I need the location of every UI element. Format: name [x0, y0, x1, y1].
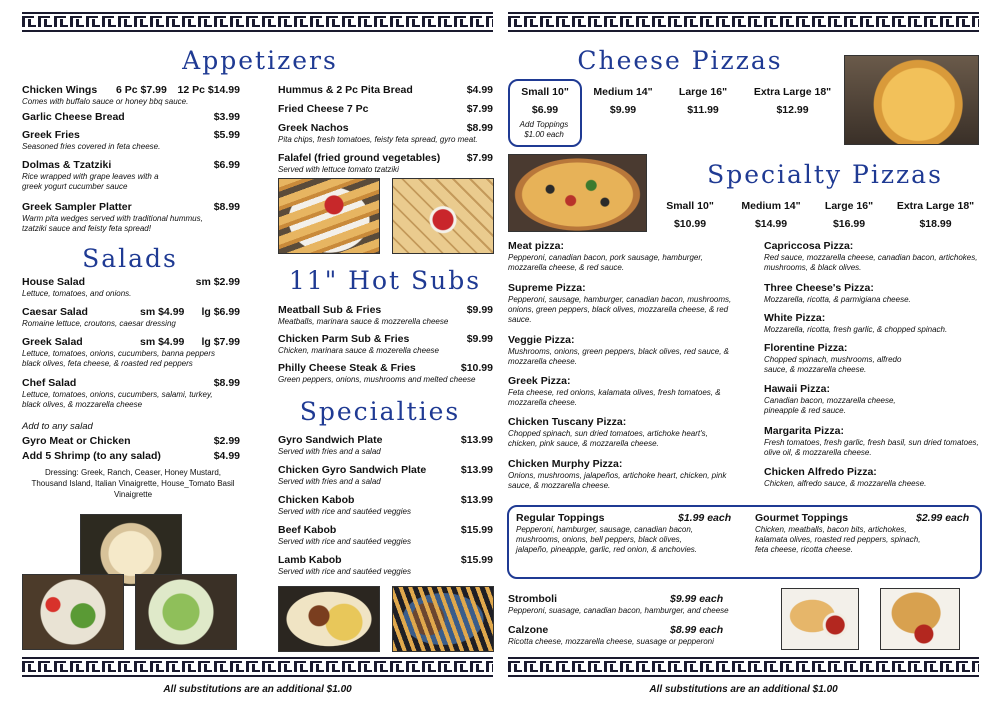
house-salad-name: House Salad — [22, 276, 86, 288]
caesar-salad-name: Caesar Salad — [22, 306, 88, 318]
specialty-pizzas-title: Specialty Pizzas — [707, 160, 943, 189]
spec-size-large: Large 16" — [824, 200, 874, 212]
greek-nachos-desc: Pita chips, fresh tomatoes, feisty feta spread, gyro meat. — [278, 135, 478, 144]
greek-nachos-price: $8.99 — [466, 122, 493, 134]
spec-size-medium: Medium 14" — [741, 200, 801, 212]
beef-kabob-desc: Served with rice and sautéed veggies — [278, 537, 411, 546]
chef-salad-price: $8.99 — [213, 377, 240, 389]
calzone-price: $8.99 each — [670, 624, 724, 636]
fried-cheese-name: Fried Cheese 7 Pc — [278, 103, 369, 115]
pizza-name: Florentine Pizza: — [764, 342, 848, 354]
cheese-price-large: $11.99 — [687, 104, 719, 116]
pizza-desc: Feta cheese, red onions, kalamata olives, fresh tomatoes, & mozzarella cheese. — [508, 388, 721, 407]
right-footer: All substitutions are an additional $1.00 — [649, 684, 838, 695]
pizza-name: Greek Pizza: — [508, 375, 571, 387]
house-salad-price: sm $2.99 — [195, 276, 240, 288]
pizza-desc: Chopped spinach, sun dried tomatoes, artichoke heart's, chicken, pink sauce, & mozzarella cheese. — [508, 429, 708, 448]
pizza-desc: Canadian bacon, mozzarella cheese, pineapple & red sauce. — [764, 396, 896, 415]
pizza-name: Supreme Pizza: — [508, 282, 586, 294]
lamb-kabob-desc: Served with rice and sautéed veggies — [278, 567, 411, 576]
sampler-price: $8.99 — [213, 201, 240, 213]
cheese-size-xlarge: Extra Large 18" — [753, 86, 832, 98]
gourmet-toppings-desc: Chicken, meatballs, bacon bits, artichokes, kalamata olives, roasted red peppers, spinach, feta cheese, ricotta cheese. — [755, 525, 921, 554]
chef-salad-name: Chef Salad — [22, 377, 77, 389]
spec-price-medium: $14.99 — [754, 218, 788, 230]
meatball-sub-desc: Meatballs, marinara sauce & mozzerella cheese — [278, 317, 449, 326]
cheese-size-small: Small 10" — [521, 86, 569, 98]
cheese-price-xlarge: $12.99 — [776, 104, 809, 116]
top-border-right — [508, 12, 979, 32]
shrimp-add-price: $4.99 — [213, 450, 240, 462]
spec-price-small: $10.99 — [673, 218, 707, 230]
chicken-kabob-desc: Served with rice and sautéed veggies — [278, 507, 411, 516]
greek-nachos-name: Greek Nachos — [278, 122, 349, 134]
lamb-kabob-price: $15.99 — [460, 554, 493, 566]
chicken-wings-12pc: 12 Pc $14.99 — [177, 84, 240, 96]
chicken-parm-desc: Chicken, marinara sauce & mozerella cheese — [278, 346, 439, 355]
hummus-price: $4.99 — [466, 84, 493, 96]
meatball-sub-name: Meatball Sub & Fries — [278, 304, 382, 316]
chicken-kabob-price: $13.99 — [460, 494, 493, 506]
meatball-sub-price: $9.99 — [466, 304, 493, 316]
greek-salad-name: Greek Salad — [22, 336, 83, 348]
shrimp-add-name: Add 5 Shrimp (to any salad) — [22, 450, 161, 462]
bottom-border-left — [22, 657, 493, 677]
cheese-pizzas-title: Cheese Pizzas — [577, 46, 783, 75]
gyro-plate-name: Gyro Sandwich Plate — [278, 434, 383, 446]
pizza-name: Capriccosa Pizza: — [764, 240, 854, 252]
dolmas-price: $6.99 — [213, 159, 240, 171]
greek-fries-desc: Seasoned fries covered in feta cheese. — [22, 142, 161, 151]
regular-toppings-price: $1.99 each — [678, 512, 732, 524]
spec-size-small: Small 10" — [666, 200, 714, 212]
greek-salad-lg: lg $7.99 — [201, 336, 240, 348]
lamb-kabob-name: Lamb Kabob — [278, 554, 342, 566]
spec-size-xlarge: Extra Large 18" — [896, 200, 975, 212]
pizza-name: Chicken Alfredo Pizza: — [764, 466, 877, 478]
pizza-desc: Red sauce, mozzarella cheese, canadian bacon, artichokes, mushrooms, & black olives. — [764, 253, 978, 272]
spec-price-large: $16.99 — [832, 218, 866, 230]
add-to-salad-label: Add to any salad — [22, 421, 93, 432]
stromboli-desc: Pepperoni, suasage, canadian bacon, hamburger, and cheese — [508, 606, 729, 615]
chicken-wings-name: Chicken Wings — [22, 84, 98, 96]
garlic-bread-price: $3.99 — [213, 111, 240, 123]
regular-toppings-desc: Pepperoni, hamburger, sausage, canadian bacon, mushrooms, onions, bell peppers, black olives, jalapeño, pineapple, garlic, red onion, & anchovies. — [516, 525, 698, 554]
top-border-left — [22, 12, 493, 32]
fried-cheese-photo — [278, 178, 380, 254]
hummus-name: Hummus & 2 Pc Pita Bread — [278, 84, 413, 96]
pizza-name: Three Cheese's Pizza: — [764, 282, 874, 294]
philly-name: Philly Cheese Steak & Fries — [278, 362, 416, 374]
gyro-add-price: $2.99 — [213, 435, 240, 447]
gourmet-toppings-name: Gourmet Toppings — [755, 512, 849, 524]
appetizers-title: Appetizers — [182, 46, 338, 75]
greek-fries-name: Greek Fries — [22, 129, 80, 141]
philly-desc: Green peppers, onions, mushrooms and melted cheese — [278, 375, 476, 384]
chef-salad-desc: Lettuce, tomatoes, onions, cucumbers, salami, turkey, black olives, & mozzarella cheese — [22, 390, 213, 409]
stromboli-name: Stromboli — [508, 593, 557, 605]
cheese-price-medium: $9.99 — [609, 104, 637, 116]
pizza-desc: Pepperoni, canadian bacon, pork sausage, hamburger, mozzarella cheese, & red sauce. — [508, 253, 703, 272]
regular-toppings-name: Regular Toppings — [516, 512, 605, 524]
pizza-desc: Mozzarella, ricotta, & parmigiana cheese. — [764, 295, 911, 304]
pizza-desc: Pepperoni, sausage, hamburger, canadian bacon, mushrooms, onions, green peppers, black olives, mozzarella cheese, & red sauce. — [508, 295, 732, 324]
pizza-name: Chicken Tuscany Pizza: — [508, 416, 627, 428]
gourmet-toppings-price: $2.99 each — [916, 512, 970, 524]
pizza-name: Hawaii Pizza: — [764, 383, 830, 395]
sampler-name: Greek Sampler Platter — [22, 201, 132, 213]
chicken-kabob-name: Chicken Kabob — [278, 494, 355, 506]
chicken-wings-desc: Comes with buffalo sauce or honey bbq sauce. — [22, 97, 189, 106]
pizza-name: Veggie Pizza: — [508, 334, 575, 346]
garlic-bread-name: Garlic Cheese Bread — [22, 111, 125, 123]
pizza-desc: Chopped spinach, mushrooms, alfredo sauce, & mozzarella cheese. — [764, 355, 902, 374]
philly-price: $10.99 — [460, 362, 493, 374]
salad-photo-right — [135, 574, 237, 650]
pizza-name: Chicken Murphy Pizza: — [508, 458, 623, 470]
left-footer: All substitutions are an additional $1.00 — [163, 684, 352, 695]
hot-subs-title: 11" Hot Subs — [288, 266, 482, 295]
nachos-photo — [392, 178, 494, 254]
greek-salad-sm: sm $4.99 — [140, 336, 185, 348]
chicken-parm-price: $9.99 — [466, 333, 493, 345]
greek-fries-price: $5.99 — [213, 129, 240, 141]
sampler-desc: Warm pita wedges served with traditional hummus, tzatziki sauce and feisty feta spread! — [22, 214, 203, 233]
kabob-photo — [278, 586, 380, 652]
gyro-plate-price: $13.99 — [460, 434, 493, 446]
calzone-name: Calzone — [508, 624, 549, 636]
calzone-photo — [880, 588, 960, 650]
gyro-plate-desc: Served with fries and a salad — [278, 447, 381, 456]
calzone-desc: Ricotta cheese, mozzarella cheese, suasage or pepperoni — [508, 637, 714, 646]
spec-price-xlarge: $18.99 — [919, 218, 952, 230]
cheese-pizza-photo — [844, 55, 979, 145]
caesar-salad-lg: lg $6.99 — [201, 306, 240, 318]
add-toppings-note: Add Toppings $1.00 each — [519, 120, 569, 139]
caesar-salad-sm: sm $4.99 — [140, 306, 185, 318]
chicken-wings-6pc: 6 Pc $7.99 — [116, 84, 167, 96]
specialties-title: Specialties — [299, 397, 461, 426]
cheese-size-large: Large 16" — [678, 86, 728, 98]
dressing-list: Dressing: Greek, Ranch, Ceaser, Honey Mustard, Thousand Island, Italian Vinaigrette, House_Tomato Basil Vinaigrette — [31, 468, 235, 499]
chicken-gyro-name: Chicken Gyro Sandwich Plate — [278, 464, 427, 476]
cheese-size-medium: Medium 14" — [593, 86, 653, 98]
pizza-desc: Mushrooms, onions, green peppers, black olives, red sauce, & mozzarella cheese. — [508, 347, 730, 366]
pizza-name: Meat pizza: — [508, 240, 565, 252]
beef-kabob-name: Beef Kabob — [278, 524, 337, 536]
greek-salad-desc: Lettuce, tomatoes, onions, cucumbers, banna peppers black olives, feta cheese, & roasted red peppers — [22, 349, 216, 368]
stromboli-price: $9.99 each — [670, 593, 724, 605]
chicken-parm-name: Chicken Parm Sub & Fries — [278, 333, 410, 345]
pizza-name: Margarita Pizza: — [764, 425, 844, 437]
stromboli-photo — [781, 588, 859, 650]
pizza-desc: Mozzarella, ricotta, fresh garlic, & chopped spinach. — [764, 325, 948, 334]
falafel-desc: Served with lettuce tomato tzatziki — [278, 165, 399, 174]
falafel-name: Falafel (fried ground vegetables) — [278, 152, 441, 164]
pizza-desc: Chicken, alfredo sauce, & mozzarella cheese. — [764, 479, 927, 488]
pizza-name: White Pizza: — [764, 312, 826, 324]
gyro-add-name: Gyro Meat or Chicken — [22, 435, 131, 447]
house-salad-desc: Lettuce, tomatoes, and onions. — [22, 289, 132, 298]
caesar-salad-desc: Romaine lettuce, croutons, caesar dressing — [22, 319, 176, 328]
dolmas-name: Dolmas & Tzatziki — [22, 159, 112, 171]
cheese-price-small: $6.99 — [531, 104, 559, 116]
salads-title: Salads — [82, 244, 178, 273]
dolmas-desc: Rice wrapped with grape leaves with a greek yogurt cucumber sauce — [22, 172, 159, 191]
beef-kabob-price: $15.99 — [460, 524, 493, 536]
chicken-gyro-desc: Served with fries and a salad — [278, 477, 381, 486]
fried-cheese-price: $7.99 — [466, 103, 493, 115]
salad-photo-left — [22, 574, 124, 650]
chicken-gyro-price: $13.99 — [460, 464, 493, 476]
specialty-pizza-photo — [508, 154, 647, 232]
gyro-plate-photo — [392, 586, 494, 652]
bottom-border-right — [508, 657, 979, 677]
pizza-desc: Onions, mushrooms, jalapeños, artichoke heart, chicken, pink sauce, & mozzarella cheese. — [508, 471, 727, 490]
falafel-price: $7.99 — [466, 152, 493, 164]
pizza-desc: Fresh tomatoes, fresh garlic, fresh basil, sun dried tomatoes, olive oil, & mozzarella cheese. — [764, 438, 979, 457]
